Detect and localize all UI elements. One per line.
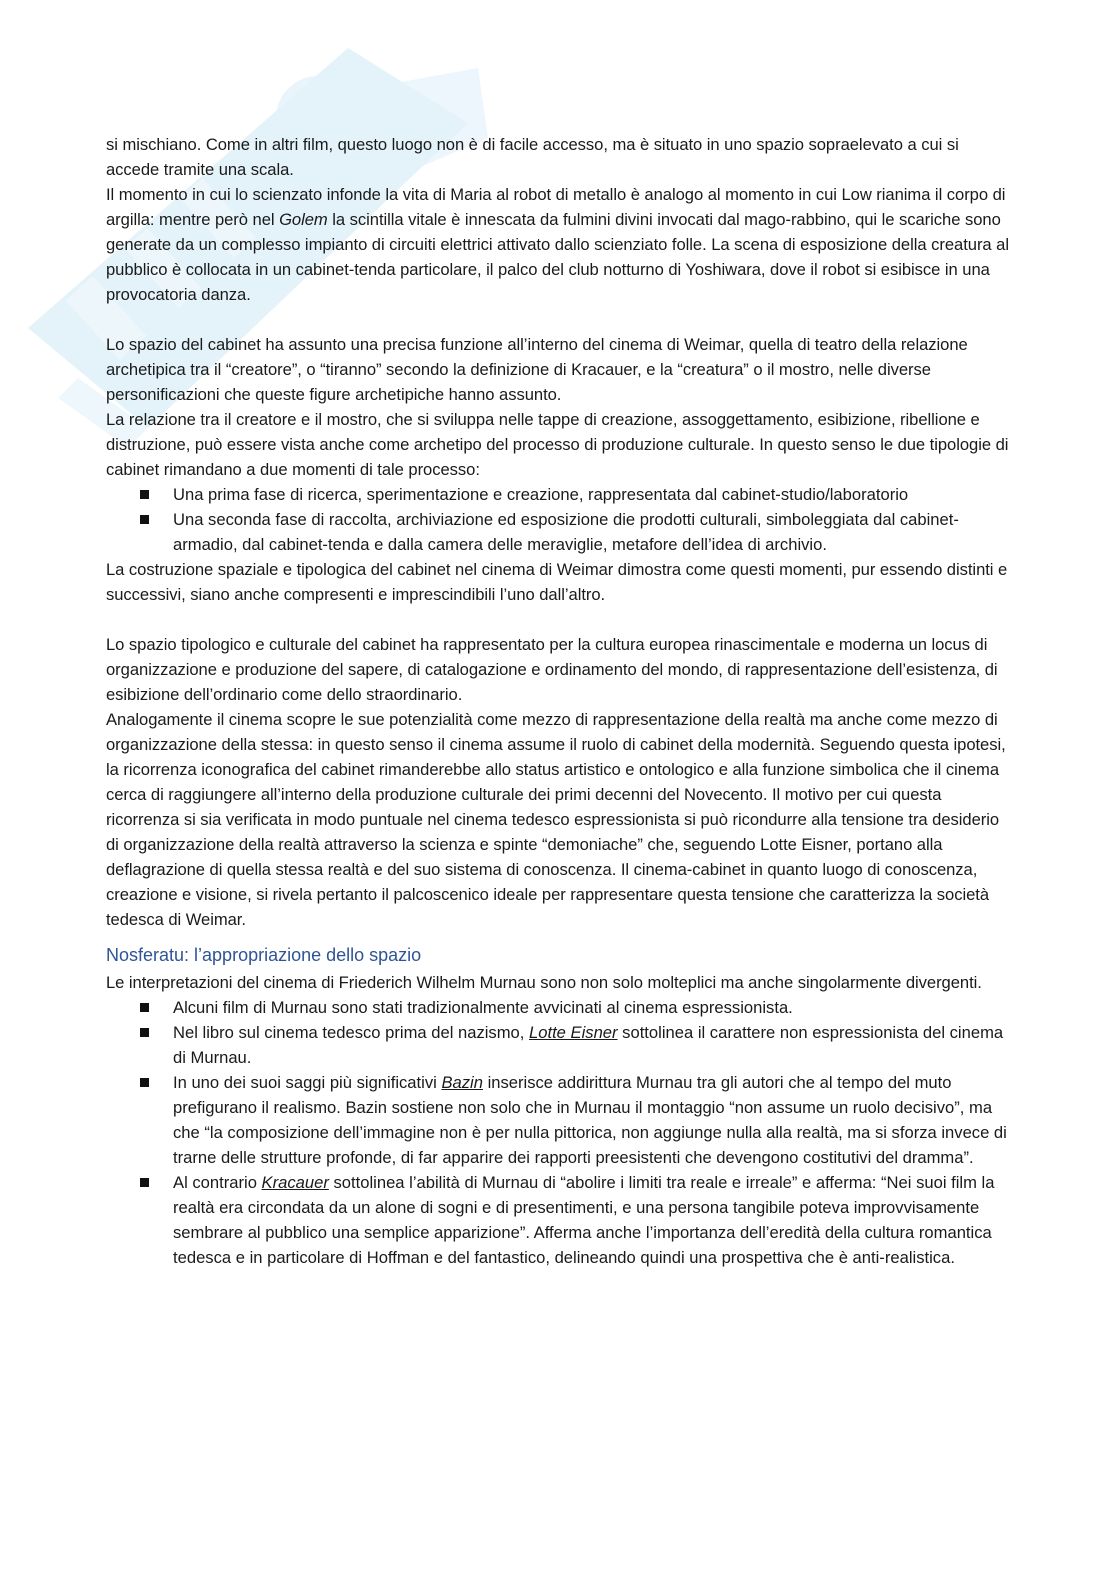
list-item — [173, 1170, 1011, 1270]
lotte-eisner-link[interactable]: Lotte Eisner — [529, 1023, 618, 1042]
list-item-text: Alcuni film di Murnau sono stati tradizionalmente avvicinati al cinema espressionista. — [173, 998, 793, 1017]
paragraph-3: Lo spazio del cabinet ha assunto una precisa funzione all’interno del cinema di Weimar, quella di teatro della relazione archetipica tra il “creatore”, o “tiranno” secondo la definizione di Kracauer, e la “creatura” o il mostro, nelle diverse personificazioni che queste figure archetipiche hanno assunto. — [106, 335, 968, 404]
document-body — [106, 132, 1011, 1270]
paragraph-6: Lo spazio tipologico e culturale del cabinet ha rappresentato per la cultura europea rinascimentale e moderna un locus di organizzazione e produzione del sapere, di catalogazione e ordinamento del mondo, di rappresentazione dell’esistenza, di esibizione dell’ordinario come dello straordinario. — [106, 635, 998, 704]
paragraph-2 — [106, 182, 1011, 307]
kracauer-link[interactable]: Kracauer — [261, 1173, 329, 1192]
bullet-square-icon — [140, 1028, 149, 1037]
list-item — [173, 1070, 1011, 1170]
paragraph-2-part-a: Il momento in cui lo scienzato infonde la vita di Maria al robot di metallo è analogo al momento in cui Low rianima il corpo di argilla: mentre però nel — [106, 185, 1006, 229]
bullet-list-2 — [106, 995, 1011, 1270]
list-item-text: Nel libro sul cinema tedesco prima del nazismo, — [173, 1023, 529, 1042]
paragraph-2-part-b: la scintilla vitale è innescata da fulmini divini invocati dal mago-rabbino, qui le scariche sono generate da un complesso impianto di circuiti elettrici attivato dallo scienziato folle. La scena di esposizione della creatura al pubblico è collocata in un cabinet-tenda particolare, il palco del club notturno di Yoshiwara, dove il robot si esibisce in una provocatoria danza. — [106, 210, 1009, 304]
list-item-text: In uno dei suoi saggi più significativi — [173, 1073, 442, 1092]
paragraph-gap — [106, 607, 1011, 632]
bullet-list-1 — [106, 482, 1011, 557]
list-item — [173, 482, 1011, 507]
paragraph-4: La relazione tra il creatore e il mostro, che si sviluppa nelle tappe di creazione, assoggettamento, esibizione, ribellione e distruzione, può essere vista anche come archetipo del processo di produzione culturale. In questo senso le due tipologie di cabinet rimandano a due momenti di tale processo: — [106, 410, 1009, 479]
list-item-text: sottolinea l’abilità di Murnau di “abolire i limiti tra reale e irreale” e afferma: “Nei suoi film la realtà era circondata da un alone di sogni e di presentimenti, e una persona tangibile poteva improvvisamente sembrare al pubblico una semplice apparizione”. Afferma anche l’importanza dell’eredità della cultura romantica tedesca e in particolare di Hoffman e del fantastico, delineando quindi una prospettiva che è anti-realistica. — [173, 1173, 995, 1267]
golem-title: Golem — [279, 210, 328, 229]
list-item-text: inserisce addirittura Murnau tra gli autori che al tempo del muto prefigurano il realismo. Bazin sostiene non solo che in Murnau il montaggio “non assume un ruolo decisivo”, ma che “la composizione dell’immagine non è per nulla pittorica, non aggiunge nulla alla realtà, ma si sforza invece di trarne delle strutture profonde, di far apparire dei rapporti preesistenti che devengono costitutivi del dramma”. — [173, 1073, 1007, 1167]
bullet-square-icon — [140, 490, 149, 499]
bullet-square-icon — [140, 1003, 149, 1012]
paragraph-5: La costruzione spaziale e tipologica del cabinet nel cinema di Weimar dimostra come questi momenti, pur essendo distinti e successivi, siano anche compresenti e imprescindibili l’uno dall’altro. — [106, 560, 1008, 604]
paragraph-8: Le interpretazioni del cinema di Friederich Wilhelm Murnau sono non solo molteplici ma anche singolarmente divergenti. — [106, 973, 982, 992]
list-item-text: Al contrario — [173, 1173, 262, 1192]
bullet-square-icon — [140, 515, 149, 524]
paragraph-7: Analogamente il cinema scopre le sue potenzialità come mezzo di rappresentazione della realtà ma anche come mezzo di organizzazione della stessa: in questo senso il cinema assume il ruolo di cabinet della modernità. Seguendo questa ipotesi, la ricorrenza iconografica del cabinet rimanderebbe allo status artistico e ontologico e alla funzione simbolica che il cinema cerca di raggiungere all’interno della produzione culturale dei primi decenni del Novecento. Il motivo per cui questa ricorrenza si sia verificata in modo puntuale nel cinema tedesco espressionista si può ricondurre alla tensione tra desiderio di organizzazione della realtà attraverso la scienza e spinte “demoniache” che, seguendo Lotte Eisner, portano alla deflagrazione di quella stessa realtà e del suo sistema di conoscenza. Il cinema-cabinet in quanto luogo di conoscenza, creazione e visione, si rivela pertanto il palcoscenico ideale per rappresentare questa tensione che caratterizza la società tedesca di Weimar. — [106, 710, 1006, 929]
list-item-text: sottolinea il carattere non espressionista del cinema di Murnau. — [173, 1023, 1004, 1067]
bazin-link[interactable]: Bazin — [441, 1073, 483, 1092]
list-item — [173, 507, 1011, 557]
bullet-square-icon — [140, 1178, 149, 1187]
list-item — [173, 995, 1011, 1020]
paragraph-1: si mischiano. Come in altri film, questo luogo non è di facile accesso, ma è situato in uno spazio sopraelevato a cui si accede tramite una scala. — [106, 135, 959, 179]
list-item-text: Una seconda fase di raccolta, archiviazione ed esposizione die prodotti culturali, simboleggiata dal cabinet-armadio, dal cabinet-tenda e dalla camera delle meraviglie, metafore dell’idea di archivio. — [173, 510, 959, 554]
list-item — [173, 1020, 1011, 1070]
paragraph-gap — [106, 307, 1011, 332]
list-item-text: Una prima fase di ricerca, sperimentazione e creazione, rappresentata dal cabinet-studio/laboratorio — [173, 485, 909, 504]
section-heading: Nosferatu: l’appropriazione dello spazio — [106, 945, 422, 965]
bullet-square-icon — [140, 1078, 149, 1087]
